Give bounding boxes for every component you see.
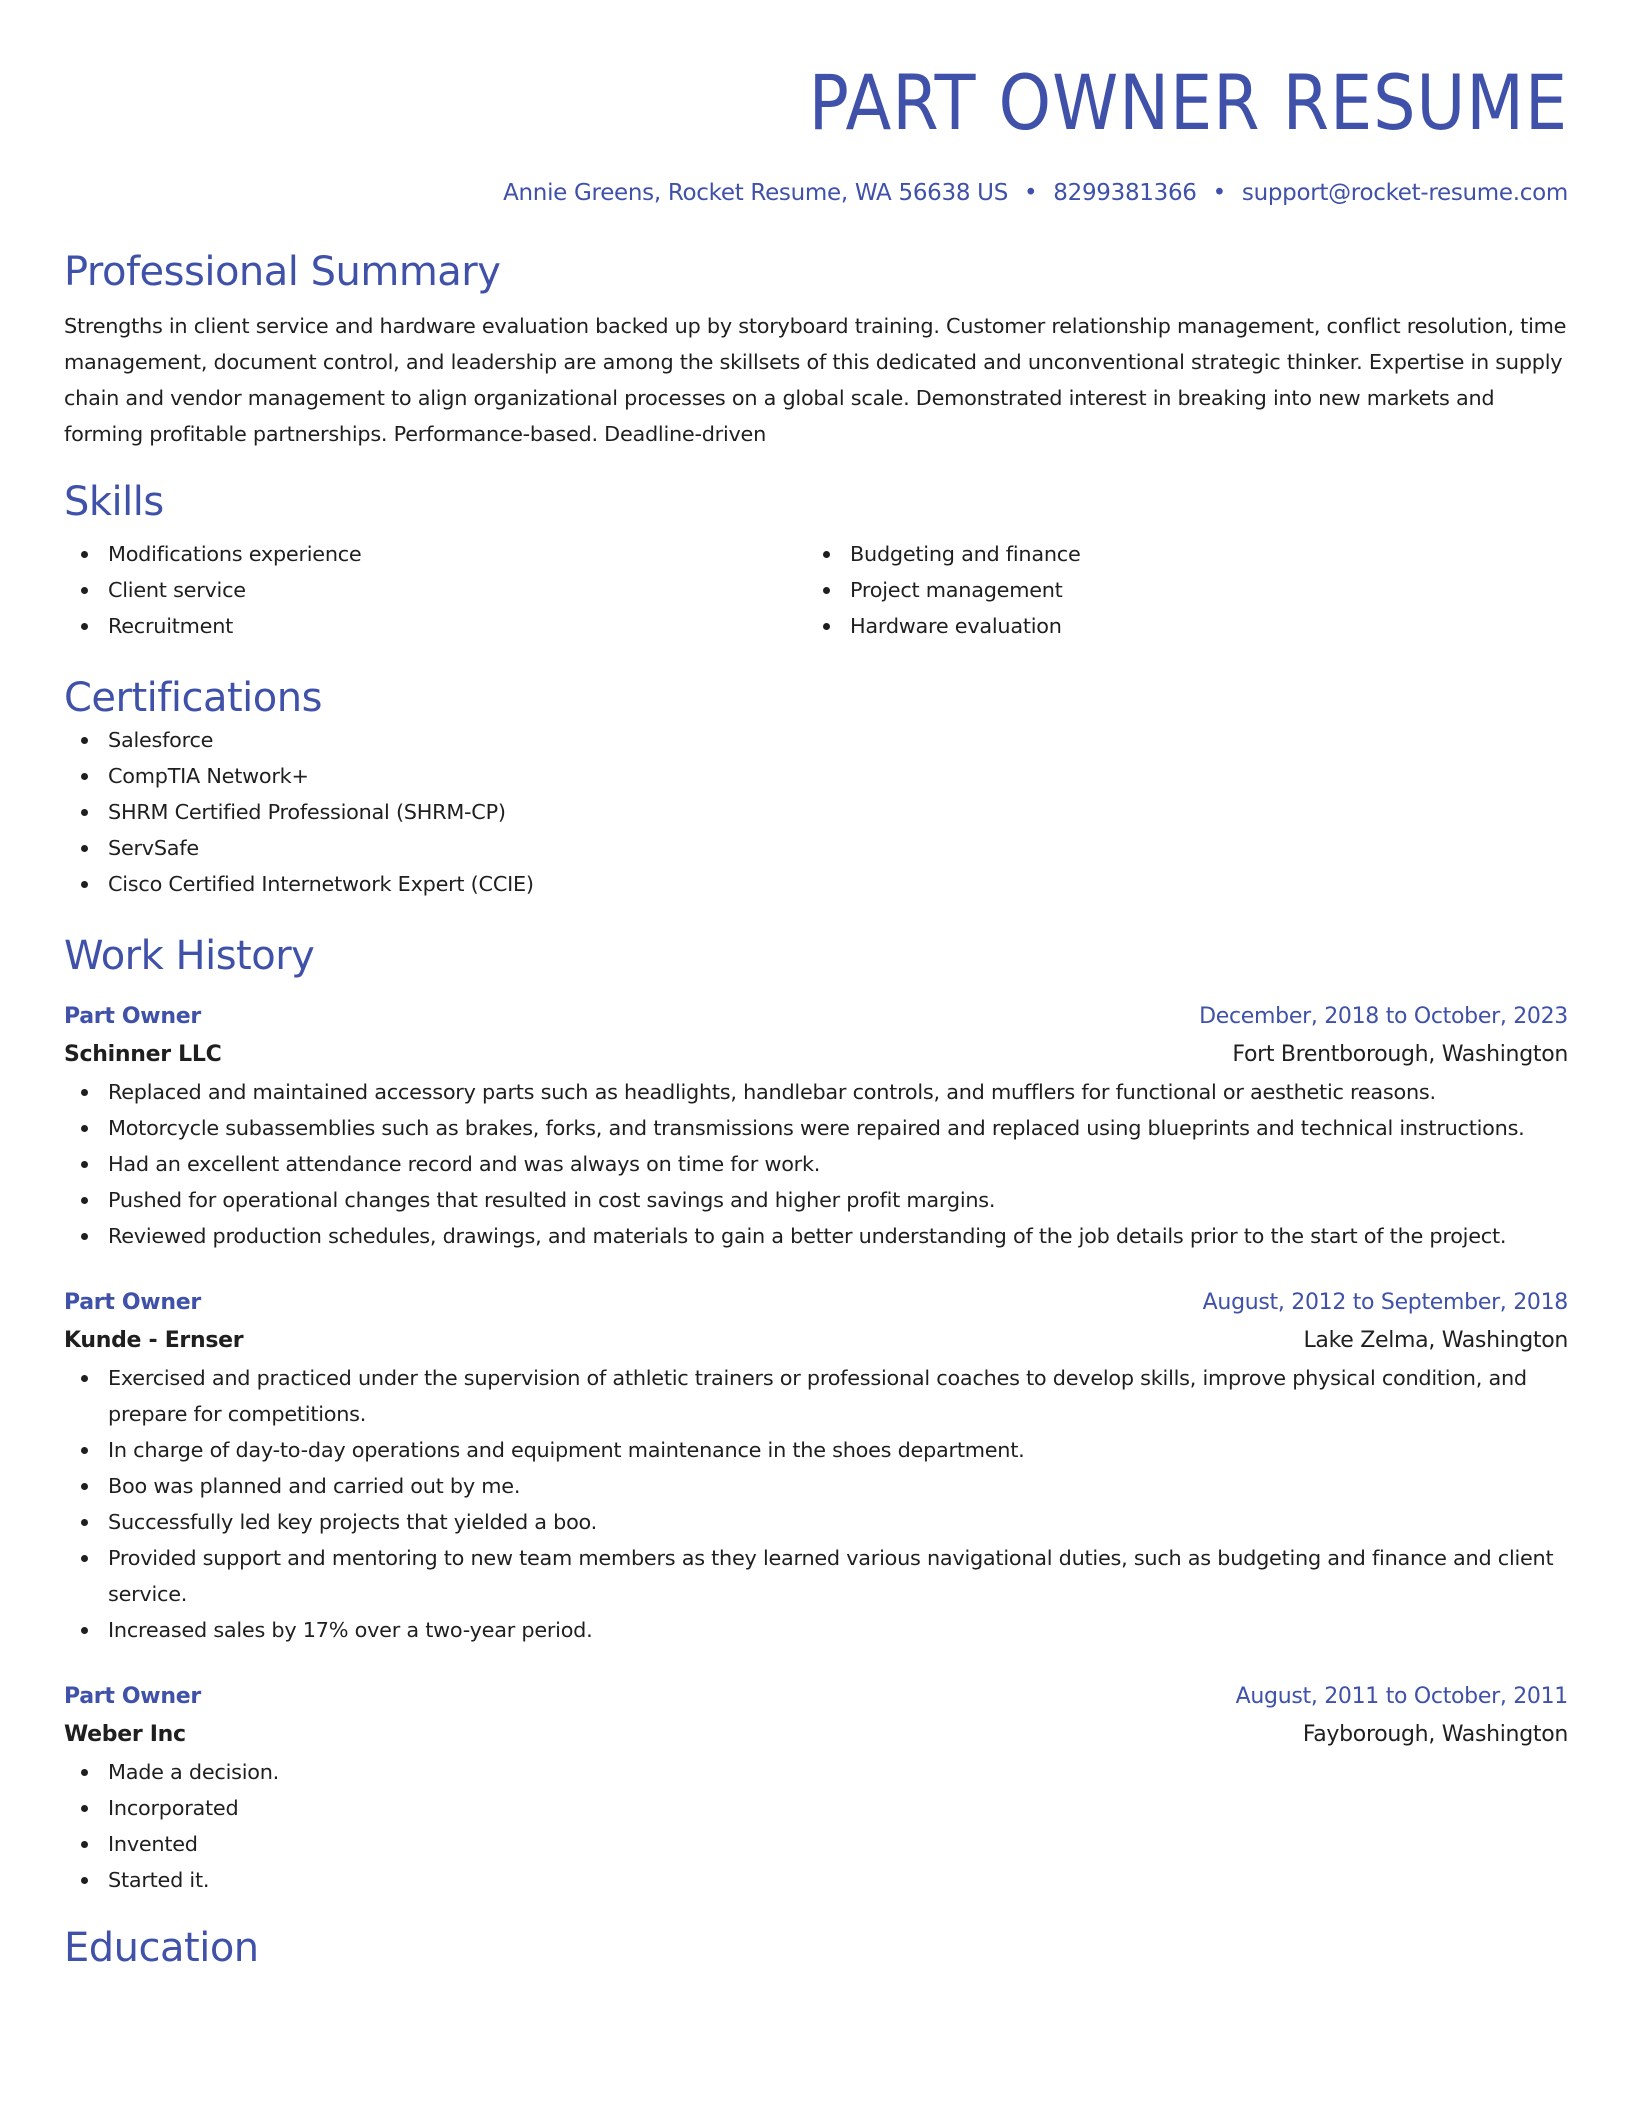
education-heading: Education [64, 1925, 259, 1971]
skill-item: Client service [108, 572, 806, 608]
job-duty: Increased sales by 17% over a two-year period. [108, 1612, 1568, 1648]
job-duty: Incorporated [108, 1790, 1568, 1826]
job-header [64, 1284, 1568, 1322]
job-role: Part Owner [64, 1004, 201, 1029]
certification-item: SHRM Certified Professional (SHRM-CP) [108, 794, 1568, 830]
job-duty: Replaced and maintained accessory parts such as headlights, handlebar controls, and mufflers for functional or aesthetic reasons. [108, 1074, 1568, 1110]
job-dates: August, 2012 to September, 2018 [1202, 1290, 1568, 1315]
skill-item: Modifications experience [108, 536, 806, 572]
job-location: Lake Zelma, Washington [1303, 1328, 1568, 1353]
job-duties-list [64, 1074, 1568, 1254]
contact-line [64, 178, 1568, 208]
skills-grid [64, 536, 1568, 644]
skill-item: Recruitment [108, 608, 806, 644]
job-duty: Exercised and practiced under the supervision of athletic trainers or professional coaches to develop skills, improve physical condition, and prepare for competitions. [108, 1360, 1568, 1432]
job-role: Part Owner [64, 1684, 201, 1709]
job-location: Fort Brentborough, Washington [1232, 1042, 1568, 1067]
job-duties-list [64, 1754, 1568, 1898]
skill-item: Project management [850, 572, 1548, 608]
certification-item: CompTIA Network+ [108, 758, 1568, 794]
job-entry [64, 1678, 1568, 1898]
job-dates: December, 2018 to October, 2023 [1199, 1004, 1568, 1029]
job-duty: Successfully led key projects that yielded a boo. [108, 1504, 1568, 1540]
certification-item: Cisco Certified Internetwork Expert (CCIE) [108, 866, 1568, 902]
job-company: Weber Inc [64, 1722, 186, 1747]
work-history-heading: Work History [64, 933, 315, 979]
job-subheader [64, 1036, 1568, 1074]
job-duty: Reviewed production schedules, drawings, and materials to gain a better understanding of the job details prior to the start of the project. [108, 1218, 1568, 1254]
skills-heading: Skills [64, 479, 164, 525]
job-subheader [64, 1322, 1568, 1360]
job-header [64, 1678, 1568, 1716]
job-location: Fayborough, Washington [1302, 1722, 1568, 1747]
job-duty: Had an excellent attendance record and was always on time for work. [108, 1146, 1568, 1182]
job-company: Kunde - Ernser [64, 1328, 244, 1353]
job-dates: August, 2011 to October, 2011 [1235, 1684, 1568, 1709]
skills-column-right [806, 536, 1548, 644]
job-duty: In charge of day-to-day operations and equipment maintenance in the shoes department. [108, 1432, 1568, 1468]
job-duty: Motorcycle subassemblies such as brakes, forks, and transmissions were repaired and replaced using blueprints and technical instructions. [108, 1110, 1568, 1146]
job-duty: Pushed for operational changes that resulted in cost savings and higher profit margins. [108, 1182, 1568, 1218]
contact-separator: • [1024, 180, 1038, 206]
contact-address: Annie Greens, Rocket Resume, WA 56638 US [503, 180, 1008, 206]
job-duty: Made a decision. [108, 1754, 1568, 1790]
job-subheader [64, 1716, 1568, 1754]
job-duty: Boo was planned and carried out by me. [108, 1468, 1568, 1504]
certifications-heading: Certifications [64, 675, 322, 721]
resume-page [64, 0, 1568, 1972]
skill-item: Hardware evaluation [850, 608, 1548, 644]
job-duty: Invented [108, 1826, 1568, 1862]
certification-item: ServSafe [108, 830, 1568, 866]
summary-heading: Professional Summary [64, 249, 501, 295]
job-header [64, 998, 1568, 1036]
certification-item: Salesforce [108, 722, 1568, 758]
job-entry [64, 1284, 1568, 1648]
skills-list-right [806, 536, 1548, 644]
skill-item: Budgeting and finance [850, 536, 1548, 572]
contact-email[interactable]: support@rocket-resume.com [1241, 180, 1568, 206]
summary-text: Strengths in client service and hardware evaluation backed up by storyboard training. Customer relationship management, conflict resolution, time management, document control, and leadership are among the skillsets of this dedicated and unconventional strategic thinker. Expertise in supply chain and vendor management to align organizational processes on a global scale. Demonstrated interest in breaking into new markets and forming profitable partnerships. Performance-based. Deadline-driven [64, 314, 1567, 446]
certifications-list [64, 722, 1568, 902]
skills-column-left [64, 536, 806, 644]
page-title: PART OWNER RESUME [808, 58, 1568, 147]
job-company: Schinner LLC [64, 1042, 222, 1067]
contact-separator: • [1212, 180, 1226, 206]
job-entry [64, 998, 1568, 1254]
contact-phone[interactable]: 8299381366 [1053, 180, 1197, 206]
job-duty: Provided support and mentoring to new team members as they learned various navigational duties, such as budgeting and finance and client service. [108, 1540, 1568, 1612]
job-duty: Started it. [108, 1862, 1568, 1898]
job-duties-list [64, 1360, 1568, 1648]
job-role: Part Owner [64, 1290, 201, 1315]
skills-list-left [64, 536, 806, 644]
